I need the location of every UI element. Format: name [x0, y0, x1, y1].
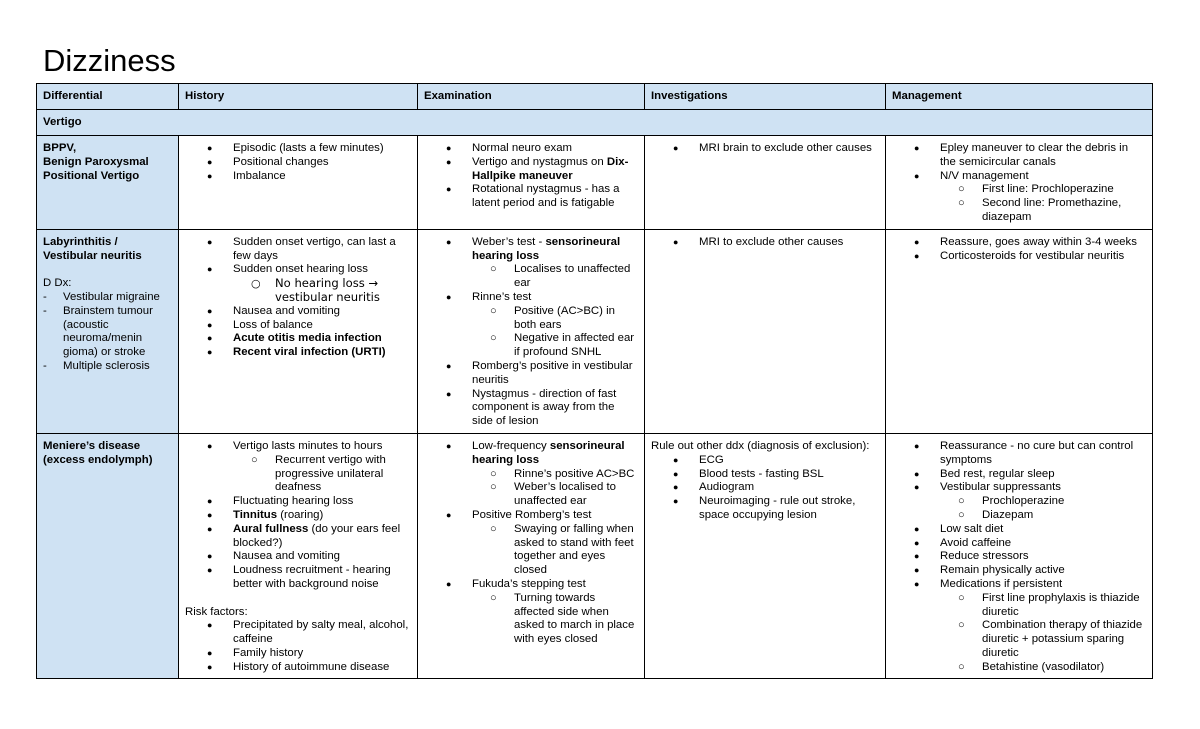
- examination-cell: [418, 229, 645, 433]
- list-item: ● Positive Romberg’s test ○ Swaying or falling when asked to stand with feet together and eyes closed: [424, 509, 638, 578]
- list-item: ● Sudden onset vertigo, can last a few days: [185, 236, 411, 264]
- management-cell: [886, 136, 1153, 230]
- management-cell: [886, 433, 1153, 679]
- list-item: ● Weber’s test - sensorineural hearing loss ○ Localises to unaffected ear: [424, 236, 638, 291]
- investigations-intro: Rule out other ddx (diagnosis of exclusion):: [651, 439, 870, 452]
- list-item: ● Nausea and vomiting: [185, 550, 411, 564]
- list-item: ● Vestibular suppressants ○ Prochloperazine ○ Diazepam: [892, 481, 1146, 522]
- history-cell: [179, 433, 418, 679]
- list-item: ● Bed rest, regular sleep: [892, 468, 1146, 482]
- header-differential: Differential: [37, 84, 179, 110]
- list-item: ○ First line: Prochloperazine: [892, 183, 1146, 197]
- header-history: History: [179, 84, 418, 110]
- list-item: ● Sudden onset hearing loss ○ No hearing loss → vestibular neuritis: [185, 263, 411, 304]
- list-item: ○ Negative in affected ear if profound SNHL: [424, 332, 638, 360]
- list-item: ● Loudness recruitment - hearing better with background noise: [185, 564, 411, 592]
- list-item: - Multiple sclerosis: [37, 360, 173, 374]
- list-item: ● Nystagmus - direction of fast component is away from the side of lesion: [424, 388, 638, 429]
- page-title: Dizziness: [43, 43, 176, 78]
- list-item: ○ Second line: Promethazine, diazepam: [892, 197, 1146, 225]
- list-item: ● Normal neuro exam: [424, 142, 638, 156]
- list-item: ● Reduce stressors: [892, 550, 1146, 564]
- table-row: [37, 136, 1153, 230]
- list-item: ● Nausea and vomiting: [185, 305, 411, 319]
- list-item: ○ Positive (AC>BC) in both ears: [424, 305, 638, 333]
- examination-cell: [418, 433, 645, 679]
- risk-factors-label: Risk factors:: [185, 605, 248, 618]
- list-item: - Vestibular migraine: [37, 291, 173, 305]
- investigations-cell: [645, 433, 886, 679]
- header-examination: Examination: [418, 84, 645, 110]
- header-investigations: Investigations: [645, 84, 886, 110]
- list-item: ● Remain physically active: [892, 564, 1146, 578]
- header-row: [37, 84, 1153, 110]
- header-management: Management: [886, 84, 1153, 110]
- list-item: ● Audiogram: [651, 481, 879, 495]
- section-row: [37, 110, 1153, 136]
- list-item: ● MRI to exclude other causes: [651, 236, 879, 250]
- table-row: [37, 433, 1153, 679]
- list-item: ● Loss of balance: [185, 319, 411, 333]
- list-item: ● Recent viral infection (URTI): [185, 346, 411, 360]
- list-item: ○ Rinne’s positive AC>BC: [424, 468, 638, 482]
- history-cell: [179, 229, 418, 433]
- list-item: ○ Weber’s localised to unaffected ear: [424, 481, 638, 509]
- list-item: ● Positional changes: [185, 156, 411, 170]
- list-item: ● Reassure, goes away within 3-4 weeks: [892, 236, 1146, 250]
- list-item: ○ Diazepam: [892, 509, 1146, 523]
- list-item: ● Imbalance: [185, 170, 411, 184]
- differential-bppv: BPPV, Benign Paroxysmal Positional Vertigo: [37, 136, 179, 230]
- list-item: ● History of autoimmune disease: [185, 661, 411, 675]
- dizziness-table: [36, 83, 1153, 679]
- list-item: ● Corticosteroids for vestibular neuritis: [892, 250, 1146, 264]
- list-item: ○ Swaying or falling when asked to stand with feet together and eyes closed: [424, 523, 638, 578]
- list-item: ○ Localises to unaffected ear: [424, 263, 638, 291]
- list-item: - Brainstem tumour (acoustic neuroma/menin gioma) or stroke: [37, 305, 173, 360]
- list-item: ● Blood tests - fasting BSL: [651, 468, 879, 482]
- ddx-label: D Dx:: [43, 277, 72, 290]
- list-item: ● Rotational nystagmus - has a latent period and is fatigable: [424, 183, 638, 211]
- list-item: ● Medications if persistent ○ First line prophylaxis is thiazide diuretic ○ Combination therapy of thiazide diuretic + potassium sparing diuretic ○ Betahistine (vasodilator): [892, 578, 1146, 675]
- list-item: ● Romberg’s positive in vestibular neuritis: [424, 360, 638, 388]
- history-cell: [179, 136, 418, 230]
- list-item: ● Aural fullness (do your ears feel blocked?): [185, 523, 411, 551]
- list-item: ● Episodic (lasts a few minutes): [185, 142, 411, 156]
- list-item: ● Low salt diet: [892, 523, 1146, 537]
- list-item: ● Fukuda’s stepping test ○ Turning towards affected side when asked to march in place with eyes closed: [424, 578, 638, 647]
- table-row: [37, 229, 1153, 433]
- list-item: ● Family history: [185, 647, 411, 661]
- list-item: ● Tinnitus (roaring): [185, 509, 411, 523]
- list-item: ● Low-frequency sensorineural hearing loss ○ Rinne’s positive AC>BC ○ Weber’s localised to unaffected ear: [424, 440, 638, 509]
- list-item: ● Vertigo and nystagmus on Dix-Hallpike maneuver: [424, 156, 638, 184]
- list-item: ● Reassurance - no cure but can control symptoms: [892, 440, 1146, 468]
- investigations-cell: [645, 136, 886, 230]
- list-item: ● Vertigo lasts minutes to hours ○ Recurrent vertigo with progressive unilateral deafness: [185, 440, 411, 495]
- list-item: ● Neuroimaging - rule out stroke, space occupying lesion: [651, 495, 879, 523]
- list-item: ○ Prochloperazine: [892, 495, 1146, 509]
- list-item: ● Avoid caffeine: [892, 537, 1146, 551]
- management-cell: [886, 229, 1153, 433]
- list-item: ○ Turning towards affected side when asked to march in place with eyes closed: [424, 592, 638, 647]
- list-item: ○ Combination therapy of thiazide diuretic + potassium sparing diuretic: [892, 619, 1146, 660]
- list-item: ● Rinne’s test ○ Positive (AC>BC) in both ears ○ Negative in affected ear if profound SNHL: [424, 291, 638, 360]
- list-item: ● N/V management ○ First line: Prochloperazine ○ Second line: Promethazine, diazepam: [892, 170, 1146, 225]
- list-item: ● ECG: [651, 454, 879, 468]
- investigations-cell: [645, 229, 886, 433]
- list-item: ○ Recurrent vertigo with progressive unilateral deafness: [185, 454, 411, 495]
- list-item: ○ Betahistine (vasodilator): [892, 661, 1146, 675]
- list-item: ○ No hearing loss → vestibular neuritis: [185, 277, 411, 305]
- list-item: ● Epley maneuver to clear the debris in the semicircular canals: [892, 142, 1146, 170]
- list-item: ○ First line prophylaxis is thiazide diuretic: [892, 592, 1146, 620]
- list-item: ● MRI brain to exclude other causes: [651, 142, 879, 156]
- section-vertigo: Vertigo: [37, 110, 1153, 136]
- list-item: ● Acute otitis media infection: [185, 332, 411, 346]
- list-item: ● Fluctuating hearing loss: [185, 495, 411, 509]
- differential-labyrinthitis: Labyrinthitis / Vestibular neuritis D Dx: - Vestibular migraine - Brainstem tumour (acoustic neuroma/menin gioma) or stroke - Multiple sclerosis: [37, 229, 179, 433]
- list-item: ● Precipitated by salty meal, alcohol, caffeine: [185, 619, 411, 647]
- examination-cell: [418, 136, 645, 230]
- differential-menieres: Meniere’s disease (excess endolymph): [37, 433, 179, 679]
